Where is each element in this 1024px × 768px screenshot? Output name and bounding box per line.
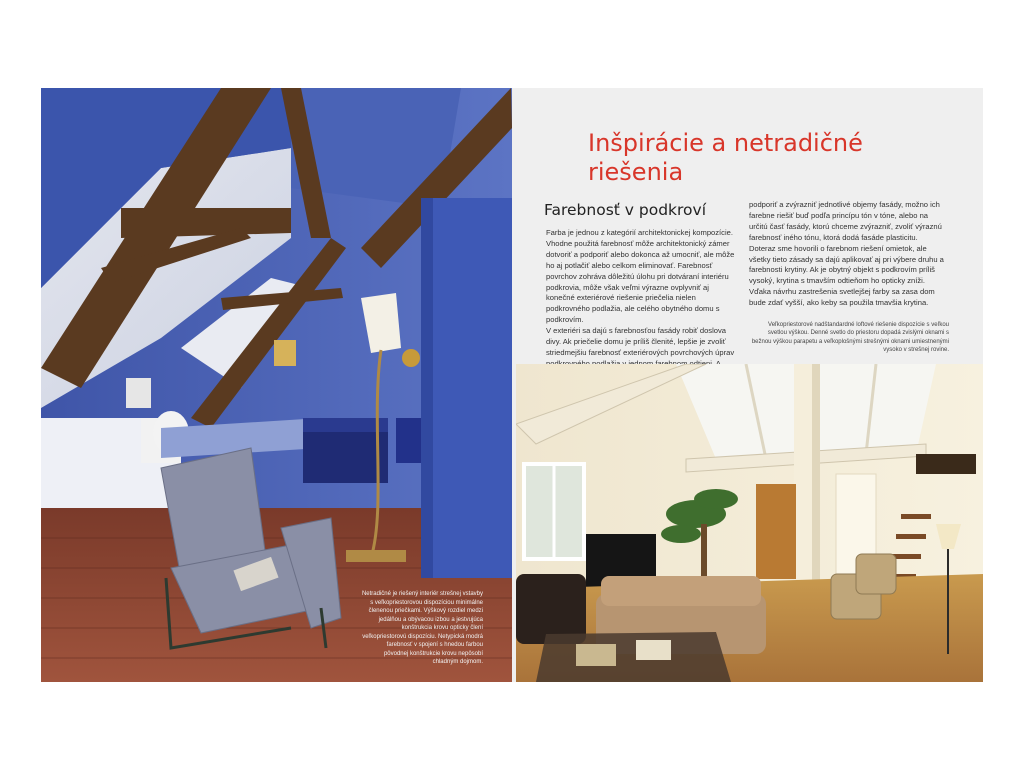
magazine-spread: [41, 88, 983, 682]
heading-line-1: Inšpirácie a netradičné: [588, 129, 863, 157]
loft-interior-photo: [516, 364, 983, 682]
photo-caption-left: Netradičné je riešený interiér strešnej vstavby s veľkopriestorovou dispozíciou minimálne členenou priečkami. Výškový rozdiel medzi jedálňou a obývacou izbou a jestvujúca konštrukcia krovu opticky člení veľkopriestorovú dispozíciu. Netypická modrá farebnosť v spojení s hnedou farbou pôvodnej konštrukcie krovu nepôsobí chladným dojmom.: [361, 591, 483, 665]
paragraph: V exteriéri sa dajú s farebnosťou fasády robiť doslova divy. Ak priečelie domu je príliš členité, lepšie je zvoliť striedmejšiu farebnosť exteriérových povrchových úprav: [546, 326, 735, 357]
right-page: [512, 88, 983, 682]
text-column-1: [546, 228, 739, 381]
photo-caption-right: Veľkopriestorové nadštandardné loftové riešenie dispozície s veľkou svetlou výškou. Denné svetlo do priestoru dopadá zvislými oknami s bežnou výškou parapetu a veľkoplošnými strešnými oknami umiestnenými vysoko v strešnej rovine.: [751, 322, 949, 354]
page-heading: [588, 129, 888, 187]
section-title: Farebnosť v podkroví: [544, 201, 707, 219]
paragraph: podporiť a zvýrazniť jednotlivé objemy fasády, možno ich farebne riešiť buď podľa princípu tón v tóne, alebo na určitú časť fasády, ktorú chceme zvýrazniť, zvoliť výraznú farebnosť iného tónu, ktorá dodá fasáde plasticitu.: [749, 200, 942, 242]
heading-line-2: riešenia: [588, 158, 684, 186]
paragraph: Doteraz sme hovorili o farebnom riešení omietok, ale všetky tieto zásady sa dajú aplikovať aj pri výbere druhu a farebnosti krytiny. Ak je obytný objekt s podkrovím príliš vysoký, krytina s tmavším odtieňom ho opticky zníži. Vďaka návrhu zastrešenia svetlejšej farby sa zasa dom bude zdať vyšší, ako keby sa použila tmavšia krytina.: [749, 243, 944, 308]
text-column-2: [749, 200, 948, 309]
paragraph: Farba je jednou z kategórií architektonickej kompozície. Vhodne použitá farebnosť môže architektonický zámer dotvoriť a podporiť alebo dokonca až umocniť, ale môže ho aj potlačiť alebo celkom eliminovať. Farebnosť povrchov zohráva dôležitú úlohu pri dotváraní interiéru podkrovia, môže však veľmi výrazne ovplyvniť aj konečné exteriérové riešenie priečelia nielen podkrovného podlažia, ale celého obytného domu s podkrovím.: [546, 228, 735, 325]
